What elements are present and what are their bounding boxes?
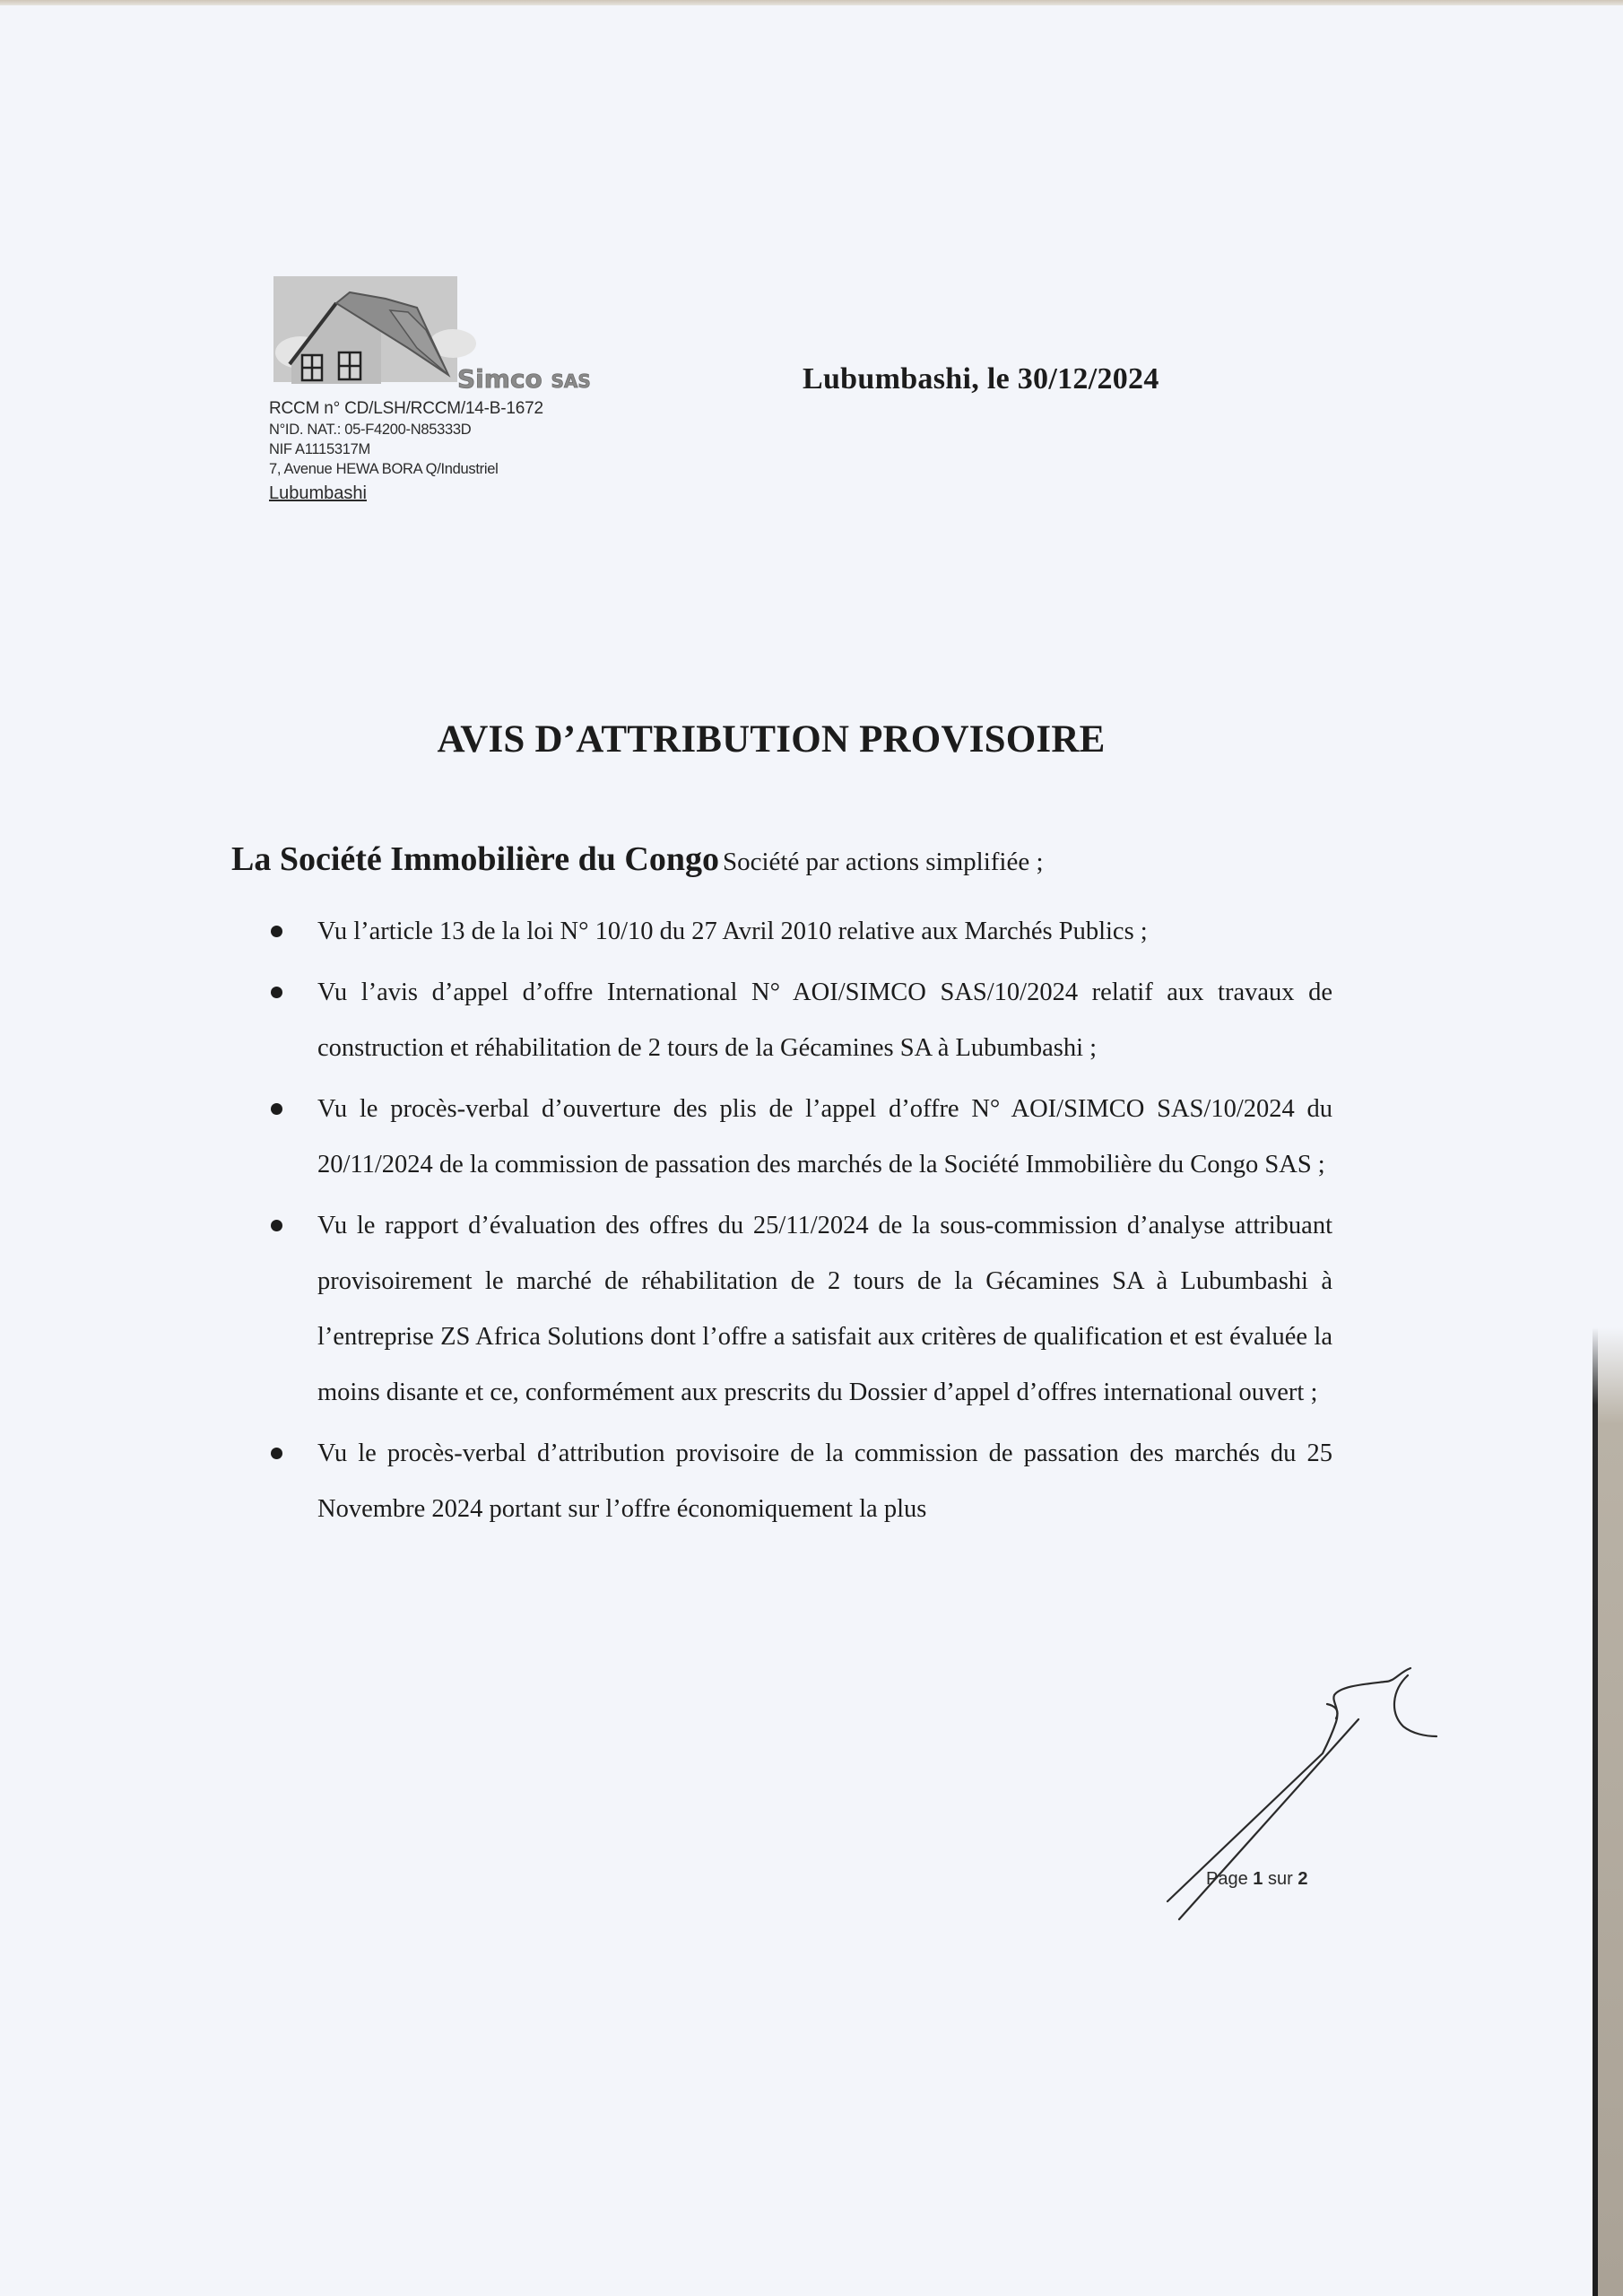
address: 7, Avenue HEWA BORA Q/Industriel bbox=[269, 461, 499, 477]
initials-stroke bbox=[1394, 1675, 1436, 1736]
rccm-number: RCCM n° CD/LSH/RCCM/14-B-1672 bbox=[269, 399, 543, 418]
list-item-text: Vu le procès-verbal d’ouverture des plis de l’appel d’offre N° AOI/SIMCO SAS/10/2024 du 20/11/2024 de la commission de passation des marchés de la Société Immobilière du Congo SAS ; bbox=[317, 1095, 1332, 1178]
bullet-icon bbox=[271, 1220, 282, 1231]
logo-wordmark: Simco SAS bbox=[457, 364, 591, 391]
page-word: Page bbox=[1206, 1869, 1248, 1889]
intro-line bbox=[231, 839, 1044, 879]
company-info bbox=[269, 398, 543, 506]
list-item bbox=[269, 1198, 1332, 1421]
simco-logo bbox=[273, 276, 614, 391]
handwritten-initials bbox=[1148, 1659, 1506, 1955]
national-id: N°ID. NAT.: 05-F4200-N85333D bbox=[269, 422, 472, 438]
nif-number: NIF A1115317M bbox=[269, 441, 370, 457]
company-name: La Société Immobilière du Congo bbox=[231, 840, 719, 878]
document-title: AVIS D’ATTRIBUTION PROVISOIRE bbox=[437, 718, 1106, 761]
page-total: 2 bbox=[1298, 1869, 1308, 1889]
window-icon bbox=[302, 355, 322, 380]
list-item bbox=[269, 904, 1332, 960]
bullet-icon bbox=[271, 1103, 282, 1115]
bullet-icon bbox=[271, 987, 282, 998]
bullet-icon bbox=[271, 1448, 282, 1459]
company-form: Société par actions simplifiée ; bbox=[722, 848, 1044, 876]
window-icon bbox=[339, 352, 360, 379]
bullet-icon bbox=[271, 926, 282, 937]
list-item bbox=[269, 1426, 1332, 1537]
initials-stroke bbox=[1167, 1668, 1410, 1901]
list-item-text: Vu l’article 13 de la loi N° 10/10 du 27 Avril 2010 relative aux Marchés Publics ; bbox=[317, 918, 1148, 945]
list-item-text: Vu le rapport d’évaluation des offres du 25/11/2024 de la sous-commission d’analyse attribuant provisoirement le marché de réhabilitation de 2 tours de la Gécamines SA à Lubumbashi à l’entreprise ZS Africa Solutions dont l’offre a satisfait aux critères de qualification et est évaluée la moins disante et ce, conformément aux prescrits du Dossier d’appel d’offres international ouvert ; bbox=[317, 1212, 1332, 1406]
list-item bbox=[269, 1082, 1332, 1193]
list-item bbox=[269, 965, 1332, 1076]
place-date: Lubumbashi, le 30/12/2024 bbox=[803, 362, 1159, 396]
considerations-list bbox=[269, 904, 1332, 1543]
initials-stroke bbox=[1179, 1719, 1358, 1919]
list-item-text: Vu le procès-verbal d’attribution provisoire de la commission de passation des marchés du 25 Novembre 2024 portant sur l’offre économiquement la plus bbox=[317, 1439, 1332, 1523]
page-current: 1 bbox=[1253, 1869, 1263, 1889]
city: Lubumbashi bbox=[269, 483, 367, 503]
list-item-text: Vu l’avis d’appel d’offre International N° AOI/SIMCO SAS/10/2024 relatif aux travaux de construction et réhabilitation de 2 tours de la Gécamines SA à Lubumbashi ; bbox=[317, 978, 1332, 1062]
page-sep: sur bbox=[1267, 1869, 1293, 1889]
